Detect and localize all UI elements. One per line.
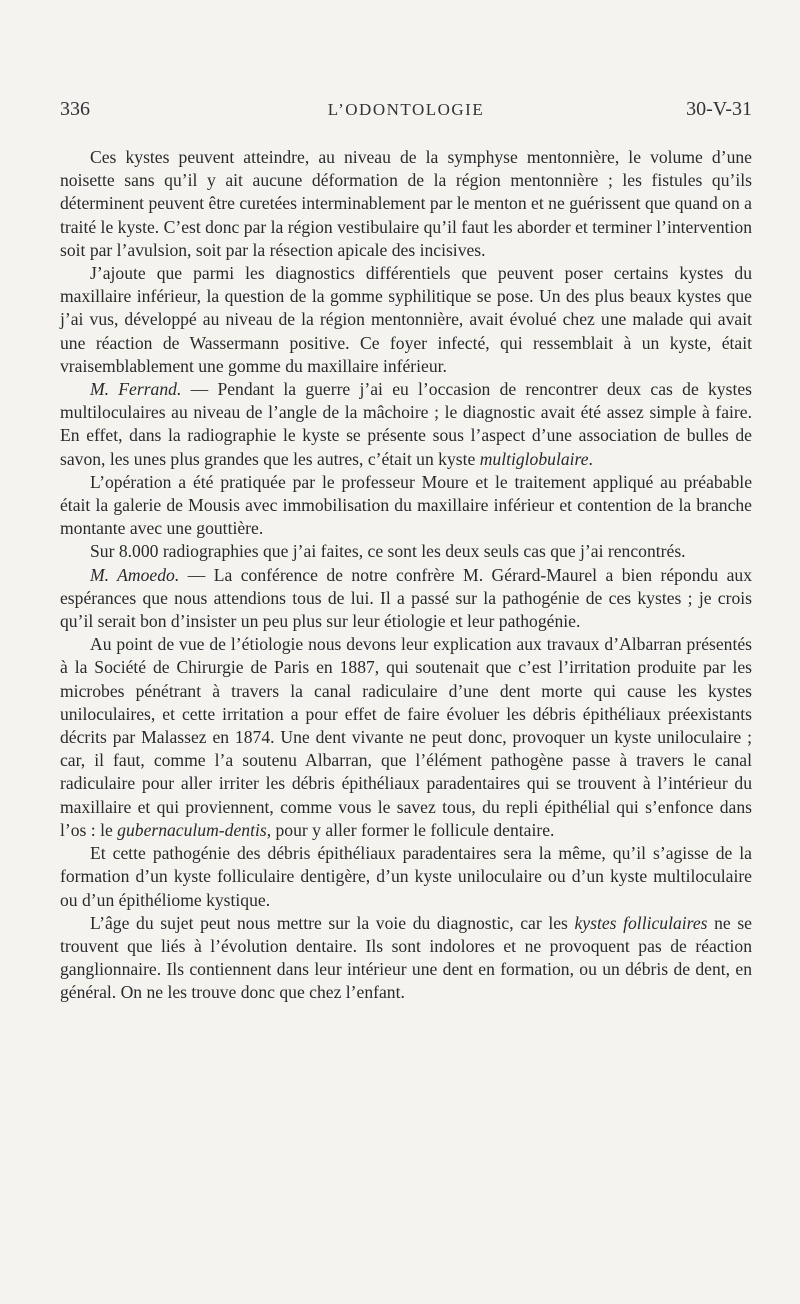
paragraph-7: [60, 633, 752, 842]
page-number: 336: [60, 98, 90, 120]
paragraph-text-end: , pour y aller former le follicule dentaire.: [266, 819, 555, 840]
paragraph-text-end: .: [588, 448, 593, 469]
paragraph-2: J’ajoute que parmi les diagnostics différentiels que peuvent poser certains kystes du maxillaire inférieur, la question de la gomme syphilitique se pose. Un des plus beaux kystes que j’ai vus, développé au niveau de la région mentonnière, avait évolué chez une malade qui avait une réaction de Wassermann positive. Ce foyer infecté, qui ressemblait à un kyste, était vraisemblablement une gomme du maxillaire inférieur.: [60, 263, 752, 376]
paragraph-5: Sur 8.000 radiographies que j’ai faites, ce sont les deux seuls cas que j’ai rencontrés.: [90, 541, 686, 562]
paragraph-text: — Pendant la guerre j’ai eu l’occasion de rencontrer deux cas de kystes multiloculaires au niveau de l’angle de la mâchoire ; le diagnostic avait été assez simple à faire. En effet, dans la radiographie le kyste se présente sous l’aspect d’une association de bulles de savon, les unes plus grandes que les autres, c’était un kyste: [60, 379, 752, 469]
paragraph-6: [60, 564, 752, 634]
journal-title: L’ODONTOLOGIE: [327, 100, 485, 119]
paragraph-text: Au point de vue de l’étiologie nous devons leur explication aux travaux d’Albarran présentés à la Société de Chirurgie de Paris en 1887, qui soutenait que c’est l’irritation produite par les microbes pénétrant à travers la canal radiculaire d’une dent morte qui cause les kystes uniloculaires, et cette irritation a pour effet de faire évoluer les débris épithéliaux préexistants décrits par Malassez en 1874. Une dent vivante ne peut donc, provoquer un kyste uniloculaire ; car, il faut, comme l’a soutenu Albarran, que l’élément pathogène passe à travers le canal radiculaire pour aller irriter les débris épithéliaux paradentaires qui se trouvent à l’intérieur du maxillaire et qui proviennent, comme vous le savez tous, du repli épithélial qui s’enfonce dans l’os : le: [60, 634, 752, 840]
paragraph-text: — La conférence de notre confrère M. Gérard-Maurel a bien répondu aux espérances que nous attendions tous de lui. Il a passé sur la pathogénie de ces kystes ; je crois qu’il serait bon d’insister un peu plus sur leur étiologie et leur pathogénie.: [60, 564, 753, 632]
issue-date: 30-V-31: [686, 98, 752, 120]
speaker-name: M. Amoedo.: [90, 564, 180, 585]
paragraph-text: L’âge du sujet peut nous mettre sur la voie du diagnostic, car les: [90, 912, 575, 933]
paragraph-text-end: ne se trouvent que liés à l’évolution dentaire. Ils sont indolores et ne provoquent pas de réaction ganglionnaire. Ils contiennent dans leur intérieur une dent en formation, ou un débris de dent, en général. On ne les trouve donc que chez l’enfant.: [60, 912, 752, 1003]
paragraph-3: [60, 378, 752, 471]
running-header: [60, 98, 752, 128]
speaker-name: M. Ferrand.: [90, 379, 182, 400]
paragraph-8: Et cette pathogénie des débris épithéliaux paradentaires sera la même, qu’il s’agisse de la formation d’un kyste folliculaire dentigère, d’un kyste uniloculaire ou d’un kyste multiloculaire ou d’un épithéliome kystique.: [60, 843, 752, 910]
italic-term: multiglobulaire: [479, 448, 589, 469]
paragraph-1: Ces kystes peuvent atteindre, au niveau de la symphyse mentonnière, le volume d’une noisette sans qu’il y ait aucune déformation de la région mentonnière ; les fistules qu’ils déterminent peuvent être curetées interminablement par le menton et ne guérissent que quand on a traité le kyste. C’est donc par la région vestibulaire qu’il faut les aborder et terminer l’intervention soit par l’avulsion, soit par la résection apicale des incisives.: [60, 147, 752, 260]
article-body: [60, 146, 752, 1005]
paragraph-4: L’opération a été pratiquée par le professeur Moure et le traitement appliqué au préabable était la galerie de Mousis avec immobilisation du maxillaire inférieur et contention de la branche montante avec une gouttière.: [60, 471, 752, 539]
italic-term: gubernaculum-dentis: [117, 819, 267, 840]
paragraph-9: [60, 912, 752, 1005]
italic-term: kystes folliculaires: [574, 912, 708, 933]
